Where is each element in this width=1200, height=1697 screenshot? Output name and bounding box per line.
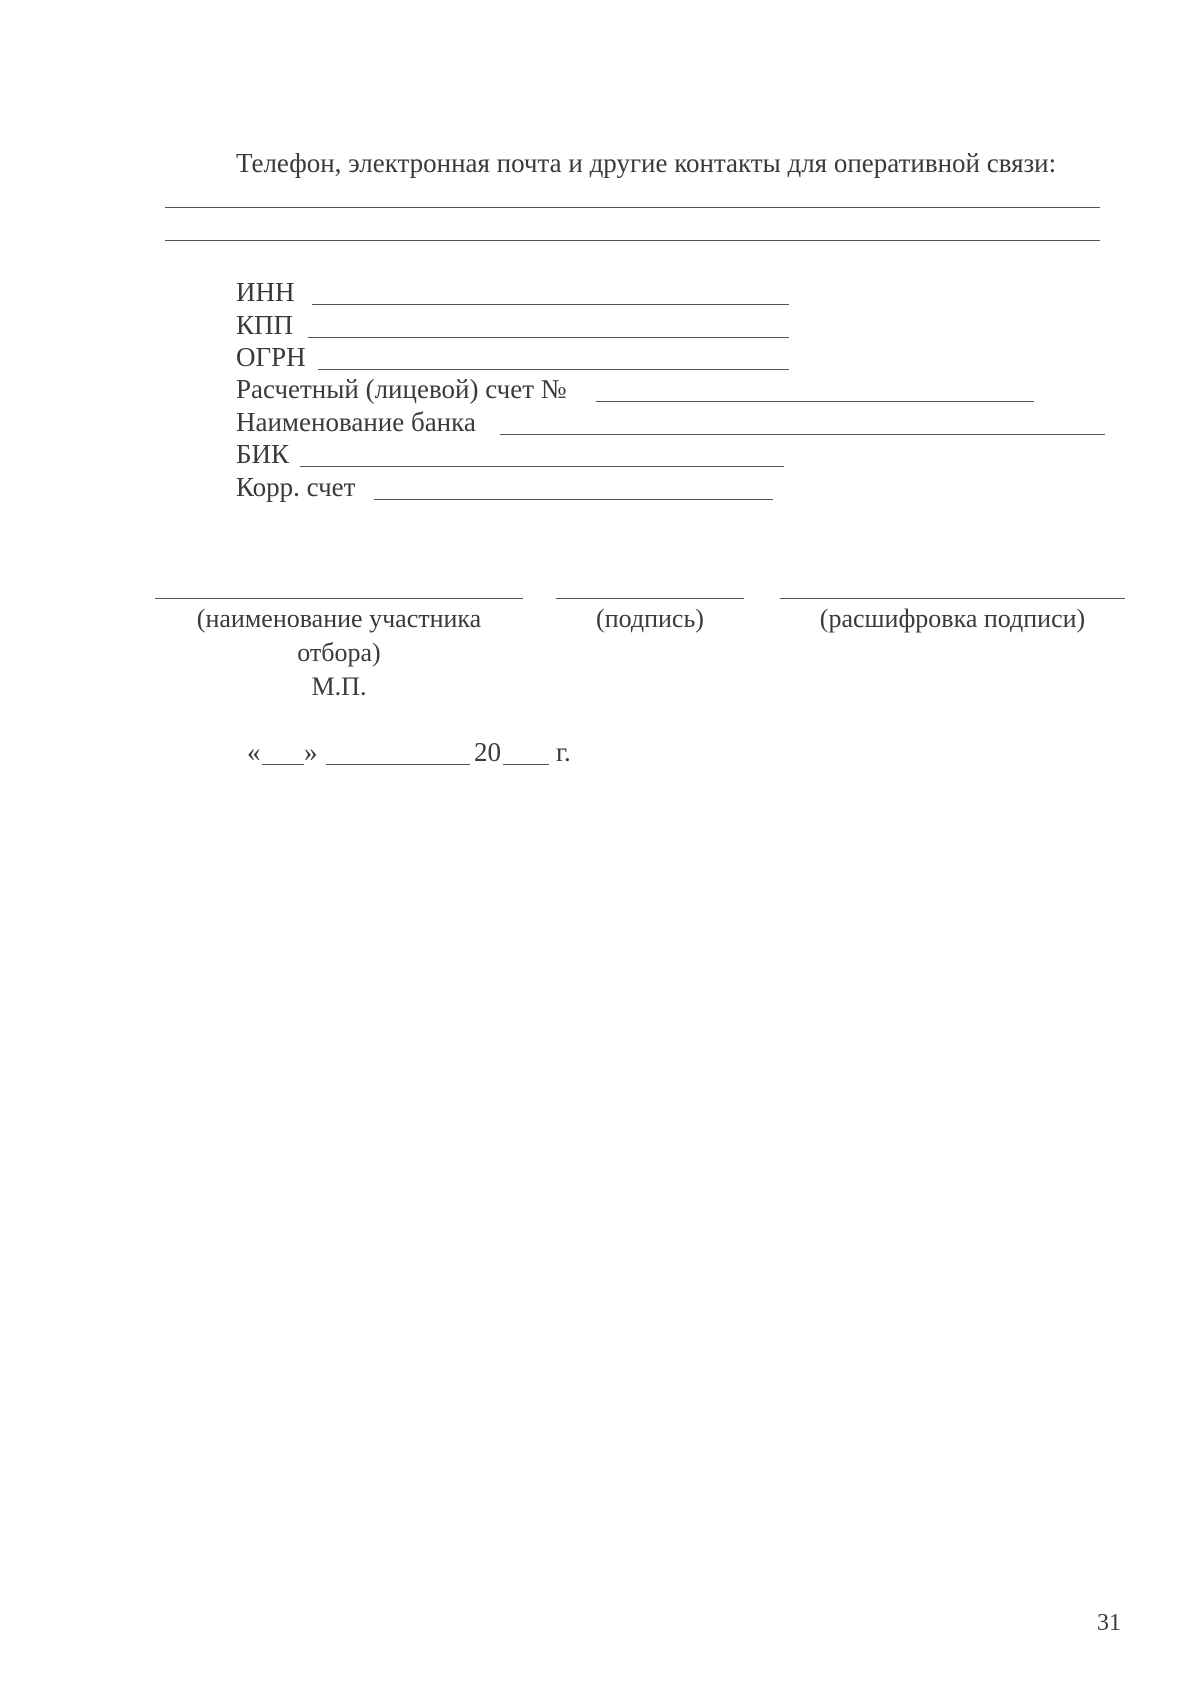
date-month-line[interactable] <box>326 764 470 765</box>
participant-caption-line2: отбора) <box>297 638 381 667</box>
date-day-line[interactable] <box>262 764 304 765</box>
date-century: 20 <box>474 737 501 767</box>
contacts-label: Телефон, электронная почта и другие контакты для оперативной связи: <box>236 148 1057 178</box>
stamp-label: М.П. <box>311 672 367 701</box>
kpp-field-line[interactable] <box>308 337 789 338</box>
corr-account-field-line[interactable] <box>374 499 773 500</box>
participant-name-line[interactable] <box>155 598 523 599</box>
account-label: Расчетный (лицевой) счет № <box>236 374 567 404</box>
inn-field-line[interactable] <box>312 304 789 305</box>
bank-name-field-line[interactable] <box>500 434 1105 435</box>
page-number: 31 <box>1097 1610 1121 1636</box>
ogrn-field-line[interactable] <box>318 369 789 370</box>
corr-account-label: Корр. счет <box>236 472 356 502</box>
signature-caption: (подпись) <box>596 604 704 633</box>
date-open-quote: « <box>247 737 261 767</box>
signature-decoding-caption: (расшифровка подписи) <box>819 604 1086 633</box>
bik-label: БИК <box>236 439 290 469</box>
date-year-line[interactable] <box>503 764 549 765</box>
contacts-line-2[interactable] <box>165 240 1100 241</box>
date-year-suffix: г. <box>556 737 571 767</box>
bik-field-line[interactable] <box>300 466 784 467</box>
signature-line[interactable] <box>556 598 744 599</box>
inn-label: ИНН <box>236 277 295 307</box>
contacts-line-1[interactable] <box>165 207 1100 208</box>
date-close-quote: » <box>304 737 318 767</box>
account-field-line[interactable] <box>596 401 1034 402</box>
ogrn-label: ОГРН <box>236 342 306 372</box>
bank-name-label: Наименование банка <box>236 407 476 437</box>
kpp-label: КПП <box>236 310 294 340</box>
signature-decoding-line[interactable] <box>780 598 1125 599</box>
participant-caption-line1: (наименование участника <box>196 604 482 633</box>
